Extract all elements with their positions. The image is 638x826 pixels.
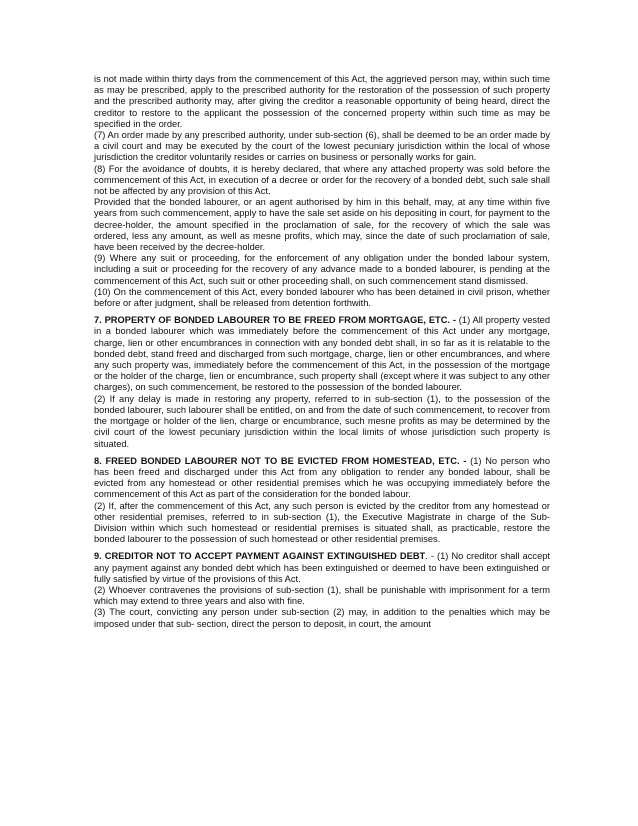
paragraph: (8) For the avoidance of doubts, it is hereby declared, that where any attached property was sold before the commencement of this Act, in execution of a decree or order for the recovery of a bonded debt, such sale shall not be affected by any provision of this Act. [94, 163, 550, 197]
section-9-text: . - (1) No creditor shall accept any payment against any bonded debt which has been extinguished or deemed to have been extinguished or fully satisfied by virtue of the provisions of this Act. [94, 551, 550, 584]
section-9 [94, 551, 550, 629]
section-8-first-paragraph [94, 456, 550, 501]
section-7-text: (1) All property vested in a bonded labourer which was immediately before the commencement of this Act under any mortgage, charge, lien or other encumbrances in connection with any bonded debt shall, in so far as it is relatable to the bonded debt, stand freed and discharged from such mortgage, charge, lien or other encumbrances, and where any such property was, immediately before the commencement of this Act, in the possession of the mortgage or the holder of the charge, lien or encumbrance, such property shall (except where it was subject to any other charges), on such commencement, be restored to the possession of the bonded labourer. [94, 315, 550, 393]
paragraph: (2) If, after the commencement of this Act, any such person is evicted by the creditor from any homestead or other residential premises, referred to in sub-section (1), the Executive Magistrate in charge of the Sub-Division within which such homestead or residential premises is situated shall, as practicable, restore the bonded labourer to the possession of such homestead or other residential premises. [94, 500, 550, 545]
section-7-heading: 7. PROPERTY OF BONDED LABOURER TO BE FREED FROM MORTGAGE, ETC. - [94, 315, 456, 326]
paragraph: is not made within thirty days from the commencement of this Act, the aggrieved person may, within such time as may be prescribed, apply to the prescribed authority for the restoration of the possession of such property and the prescribed authority may, after giving the creditor a reasonable opportunity of being heard, direct the creditor to restore to the applicant the possession of the concerned property within such time as may be specified in the order. [94, 74, 550, 129]
section-9-heading: 9. CREDITOR NOT TO ACCEPT PAYMENT AGAINST EXTINGUISHED DEBT [94, 551, 426, 562]
section-8 [94, 456, 550, 546]
section-9-first-paragraph [94, 551, 550, 585]
paragraph: (3) The court, convicting any person under sub-section (2) may, in addition to the penalties which may be imposed under that sub- section, direct the person to deposit, in court, the amount [94, 607, 550, 629]
section-7 [94, 315, 550, 449]
paragraph: (2) Whoever contravenes the provisions of sub-section (1), shall be punishable with imprisonment for a term which may extend to three years and also with fine. [94, 584, 550, 607]
continued-section-6 [94, 74, 550, 309]
paragraph: (9) Where any suit or proceeding, for the enforcement of any obligation under the bonded labour system, including a suit or proceeding for the recovery of any advance made to a bonded labourer, is pending at the commencement of this Act, such suit or other proceeding shall, on such commencement stand dismissed. [94, 253, 550, 286]
paragraph: (7) An order made by any prescribed authority, under sub-section (6), shall be deemed to be an order made by a civil court and may be executed by the court of the lowest pecuniary jurisdiction within the local of whose jurisdiction the creditor voluntarily resides or carries on business or personally works for gain. [94, 130, 550, 163]
section-7-first-paragraph [94, 315, 550, 393]
paragraph: (10) On the commencement of this Act, every bonded labourer who has been detained in civil prison, whether before or after judgment, shall be released from detention forthwith. [94, 286, 550, 309]
section-8-heading: 8. FREED BONDED LABOURER NOT TO BE EVICTED FROM HOMESTEAD, ETC. - [94, 455, 467, 466]
document-page [94, 74, 550, 630]
paragraph: (2) If any delay is made in restoring any property, referred to in sub-section (1), to the possession of the bonded labourer, such labourer shall be entitled, on and from the date of such commencement, to recover from the mortgage or holder of the lien, charge or encumbrance, such mesne profits as may be determined by the civil court of the lowest pecuniary jurisdiction within the local limits of whose jurisdiction such property is situated. [94, 393, 550, 449]
section-8-text: (1) No person who has been freed and discharged under this Act from any obligation to render any bonded labour, shall be evicted from any homestead or other residential premises which he was occupying immediately before the commencement of this Act as part of the consideration for the bonded labour. [94, 455, 551, 500]
paragraph: Provided that the bonded labourer, or an agent authorised by him in this behalf, may, at any time within five years from such commencement, apply to have the sale set aside on his depositing in court, for payment to the decree-holder, the amount specified in the proclamation of sale, for the recovery of which the sale was ordered, less any amount, as well as mesne profits, which may, since the date of such proclamation of sale, have been received by the decree-holder. [94, 197, 550, 253]
